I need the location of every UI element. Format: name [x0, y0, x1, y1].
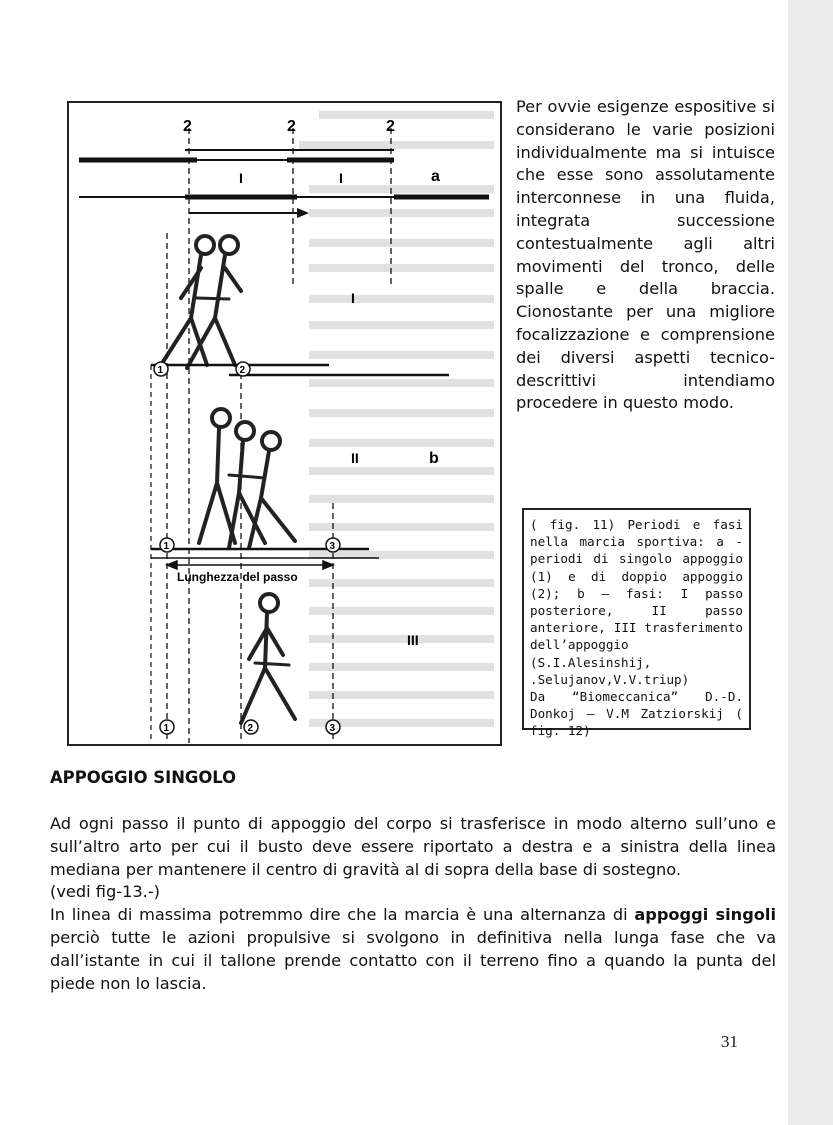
fig-label-2a: 2 [183, 118, 192, 135]
marker-2c: 2 [247, 723, 254, 734]
walker-figure-bottom [241, 594, 295, 723]
background-texture [299, 115, 494, 723]
paragraph-1: Ad ogni passo il punto di appoggio del corpo si trasferisce in modo alterno sull’uno e sull’altro arto per cui il busto deve essere riportato a destra e a sinistra della linea mediana per mantenere il centro di gravità al di sopra della base di sostegno. [50, 814, 776, 879]
step-length-arrow [167, 561, 333, 569]
step-length-label: Lunghezza del passo [177, 570, 298, 584]
marker-1b: 1 [163, 541, 170, 552]
fig-phase-III: III [407, 632, 419, 648]
side-paragraph: Per ovvie esigenze espositive si considerano le varie posizioni individualmente ma si intuisce che esse sono assolutamente interconnese in una fluida, integrata successione contestualmente agli altri movimenti del tronco, delle spalle e della braccia. Cionostante per una migliore focalizzazione e comprensione dei diversi aspetti tecnico-descrittivi intendiamo procedere in questo modo. [516, 97, 775, 413]
fig-phase-II: II [351, 450, 359, 466]
paragraph-3-emphasis: appoggi singoli [634, 905, 776, 925]
figure-caption [522, 508, 751, 739]
paragraph-3-start: In linea di massima potremmo dire che la marcia è una alternanza di [50, 905, 635, 925]
caption-text: ( fig. 11) Periodi e fasi nella marcia sportiva: a -periodi di singolo appoggio (1) e di doppio appoggio (2); b – fasi: I passo posteriore, II passo anteriore, III trasferimento dell’appoggio (S.I.Alesinshij, .Selujanov,V.V.triup) [530, 517, 743, 687]
fig-label-1a: I [239, 170, 243, 186]
figure-walking-phases [67, 101, 502, 746]
page-number: 31 [721, 1032, 738, 1051]
paragraph-3 [50, 904, 776, 995]
panel-a-bars [79, 128, 489, 743]
walker-figures-middle [199, 409, 295, 548]
marker-1c: 1 [163, 723, 170, 734]
page-margin-bar [788, 0, 833, 1125]
walker-figures-top [161, 236, 241, 368]
fig-label-1b: I [339, 170, 343, 186]
section-heading: APPOGGIO SINGOLO [50, 768, 237, 787]
paragraph-2: (vedi fig-13.-) [50, 882, 160, 902]
fig-label-2b: 2 [287, 118, 296, 135]
fig-label-a: a [431, 168, 440, 185]
figure-illustration [69, 103, 500, 744]
fig-phase-I: I [351, 290, 355, 306]
paragraph-3-end: perciò tutte le azioni propulsive si svolgono in definitiva nella lunga fase che va dall’istante in cui il tallone prende contatto con il terreno fino a quando la punta del piede non lo lascia. [50, 927, 776, 993]
marker-2: 2 [239, 365, 246, 376]
marker-3c: 3 [329, 723, 336, 734]
fig-label-2c: 2 [386, 118, 395, 135]
body-text [50, 813, 776, 995]
marker-1: 1 [157, 365, 164, 376]
fig-label-b: b [429, 450, 439, 467]
marker-3b: 3 [329, 541, 336, 552]
caption-source: Da “Biomeccanica” D.-D. Donkoj – V.M Zatziorskij ( fig. 12) [530, 689, 743, 739]
